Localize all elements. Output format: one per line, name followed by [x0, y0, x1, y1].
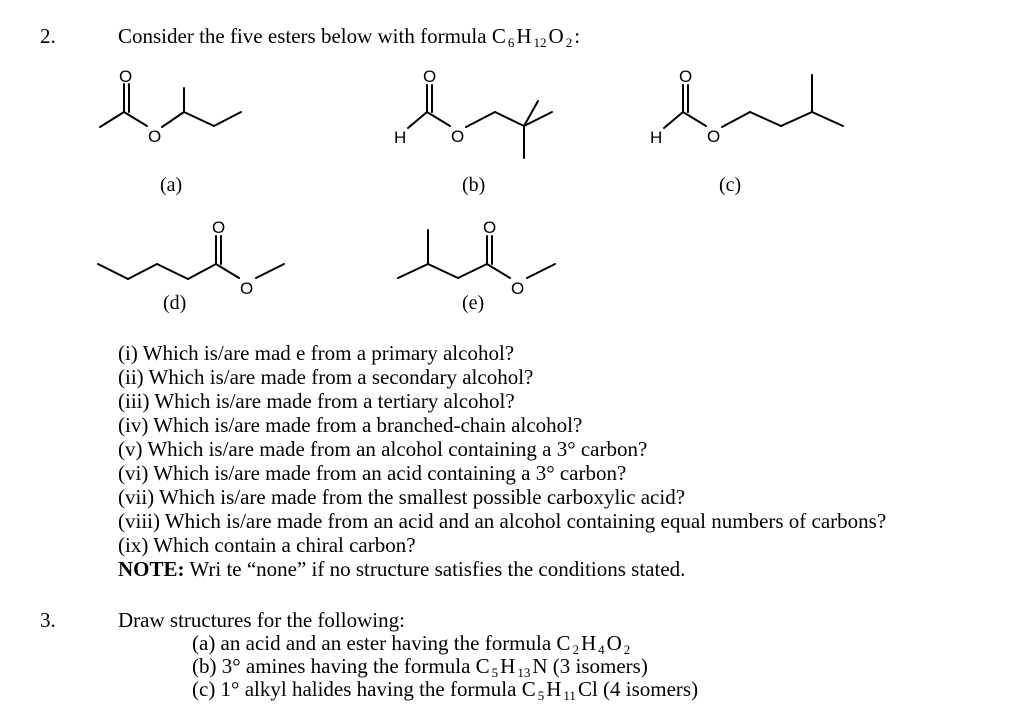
question-3-item-a	[192, 632, 698, 655]
question-3-item-b	[192, 655, 698, 678]
structure-c-label: (c)	[719, 174, 742, 196]
item-text: Cl (4 isomers)	[577, 677, 699, 701]
carbonyl-oxygen-label: O	[483, 218, 497, 237]
item-text: N (3 isomers)	[532, 654, 648, 678]
hydrogen-atom-label: H	[650, 128, 663, 147]
oxygen-atom-label: O	[240, 279, 254, 298]
structure-b-label: (b)	[462, 174, 486, 196]
formula-subscript: 2	[572, 642, 579, 657]
formula-subscript: 5	[491, 665, 499, 680]
item-text: (a) an acid and an ester having the formula C	[192, 631, 571, 655]
formula-subscript: 2	[623, 642, 631, 657]
formula-subscript: 6	[507, 35, 515, 50]
structure-e-label: (e)	[462, 292, 485, 314]
note-label: NOTE:	[118, 557, 185, 581]
note	[118, 557, 886, 581]
carbonyl-oxygen-label: O	[679, 67, 693, 86]
question-2-list	[118, 341, 886, 581]
question-item: (iv) Which is/are made from a branched-chain alcohol?	[118, 413, 583, 437]
question-number-3: 3.	[40, 608, 56, 632]
formula-subscript: 4	[598, 642, 605, 657]
intro-text: Consider the five esters below with formula C	[118, 24, 506, 48]
structure-a-label: (a)	[160, 174, 183, 196]
question-item: (ix) Which contain a chiral carbon?	[118, 533, 416, 557]
formula-element: H	[546, 677, 562, 701]
question-item: (iii) Which is/are made from a tertiary alcohol?	[118, 389, 515, 413]
formula-subscript: 2	[565, 35, 573, 50]
formula-colon: :	[574, 24, 581, 48]
structure-d-label: (d)	[163, 292, 187, 314]
question-item: (i) Which is/are mad e from a primary alcohol?	[118, 341, 515, 365]
oxygen-atom-label: O	[148, 127, 162, 146]
question-item: (v) Which is/are made from an alcohol containing a 3° carbon?	[118, 437, 648, 461]
formula-element: H	[516, 24, 532, 48]
formula-subscript: 11	[563, 688, 576, 703]
question-3-list	[192, 632, 698, 701]
question-item: (ii) Which is/are made from a secondary alcohol?	[118, 365, 534, 389]
question-number-2: 2.	[40, 24, 56, 48]
carbonyl-oxygen-label: O	[423, 67, 437, 86]
formula-subscript: 5	[537, 688, 545, 703]
item-text: (b) 3° amines having the formula C	[192, 654, 490, 678]
note-text: Wri te “none” if no structure satisfies the conditions stated.	[184, 557, 686, 581]
oxygen-atom-label: O	[451, 127, 465, 146]
formula-element: O	[606, 631, 622, 655]
carbonyl-oxygen-label: O	[212, 218, 226, 237]
oxygen-atom-label: O	[511, 279, 525, 298]
formula-subscript: 12	[533, 35, 547, 50]
question-3-item-c	[192, 678, 698, 701]
carbonyl-oxygen-label: O	[119, 67, 133, 86]
hydrogen-atom-label: H	[394, 128, 407, 147]
item-text: (c) 1° alkyl halides having the formula C	[192, 677, 536, 701]
question-item: (vii) Which is/are made from the smallest possible carboxylic acid?	[118, 485, 686, 509]
question-3-intro: Draw structures for the following:	[118, 608, 405, 632]
formula-element: H	[500, 654, 516, 678]
oxygen-atom-label: O	[707, 127, 721, 146]
formula-element: H	[580, 631, 597, 655]
question-item: (vi) Which is/are made from an acid containing a 3° carbon?	[118, 461, 627, 485]
formula-subscript: 13	[517, 665, 531, 680]
formula-element: O	[548, 24, 564, 48]
question-item: (viii) Which is/are made from an acid and an alcohol containing equal numbers of carbons?	[118, 509, 887, 533]
